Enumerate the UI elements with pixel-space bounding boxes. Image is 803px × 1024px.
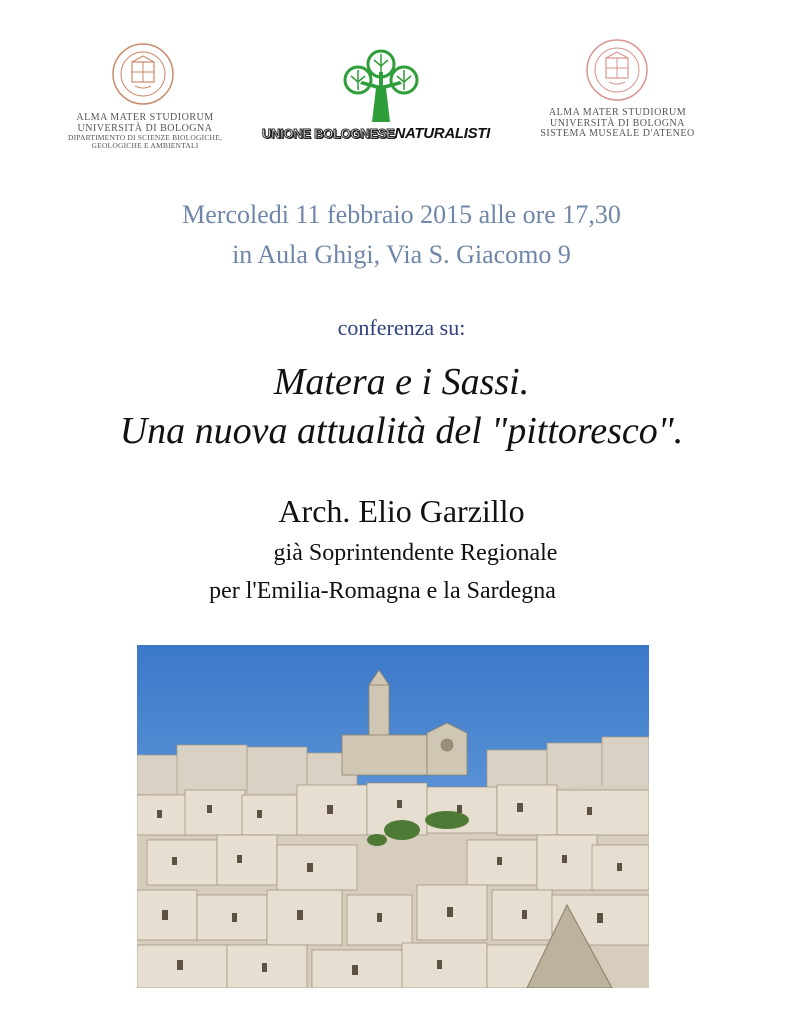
right-logo-line1: ALMA MATER STUDIORUM bbox=[548, 107, 687, 118]
union-wordmark-part1: UNIONE BOLOGNESE bbox=[262, 126, 395, 141]
talk-title-line1: Matera e i Sassi. bbox=[273, 361, 530, 403]
speaker-role-line1: già Soprintendente Regionale bbox=[273, 540, 558, 566]
left-logo-line1: ALMA MATER STUDIORUM bbox=[76, 112, 214, 123]
right-logo-text bbox=[535, 108, 700, 140]
talk-title-line2: Una nuova attualità del "pittoresco". bbox=[119, 410, 684, 452]
left-logo-line4: GEOLOGICHE E AMBIENTALI bbox=[91, 140, 199, 150]
tree-logo-icon bbox=[338, 48, 424, 126]
conference-intro: conferenza su: bbox=[337, 315, 466, 340]
right-logo-line3: SISTEMA MUSEALE D'ATENEO bbox=[540, 128, 695, 139]
union-logo-wordmark bbox=[262, 125, 502, 147]
union-wordmark-part2: NATURALISTI bbox=[394, 125, 491, 142]
university-seal-left bbox=[111, 42, 175, 106]
speaker-name: Arch. Elio Garzillo bbox=[278, 493, 525, 529]
event-date: Mercoledi 11 febbraio 2015 alle ore 17,30 bbox=[182, 200, 621, 229]
right-logo-line2: UNIVERSITÀ DI BOLOGNA bbox=[550, 117, 685, 129]
event-location: in Aula Ghigi, Via S. Giacomo 9 bbox=[232, 240, 571, 269]
university-seal-right bbox=[585, 38, 649, 102]
matera-sassi-photo bbox=[137, 645, 649, 988]
left-logo-text bbox=[60, 113, 230, 150]
speaker-role-line2: per l'Emilia-Romagna e la Sardegna bbox=[209, 578, 556, 604]
left-logo-line3: DIPARTIMENTO DI SCIENZE BIOLOGICHE, bbox=[67, 133, 223, 142]
left-logo-line2: UNIVERSITÀ DI BOLOGNA bbox=[77, 122, 213, 134]
